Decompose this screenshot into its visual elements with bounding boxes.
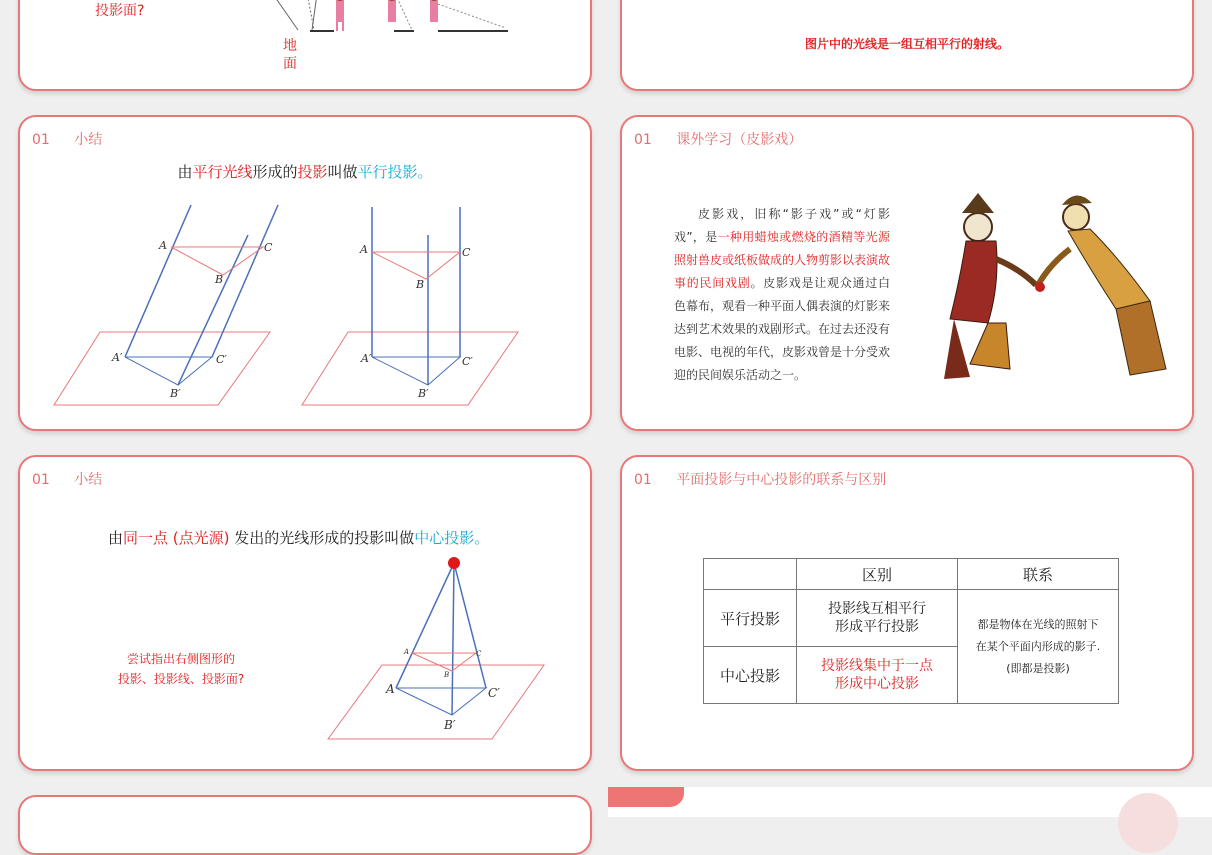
def-highlight: 投影 [297,163,328,181]
label-b: B [444,671,450,679]
label-c-prime: C′ [216,353,227,366]
section-number: 01 [634,472,652,488]
projection-plane-question: 投影面? [95,3,145,19]
label-c: C [264,241,273,254]
def-part: 叫做 [327,163,358,181]
slide-1[interactable] [18,0,592,91]
row-parallel: 平行投影 [704,590,797,647]
label-b-prime: B′ [170,387,181,400]
label-a-prime: A [386,682,395,696]
cell-relation: 都是物体在光线的照射下 在某个平面内形成的影子. (即都是投影) [958,590,1119,704]
label-b-prime: B′ [418,387,429,400]
cell-parallel-diff: 投影线互相平行 形成平行投影 [797,590,958,647]
row-central: 中心投影 [704,647,797,704]
def-term: 中心投影。 [414,529,490,547]
section-number: 01 [634,132,652,148]
def-part: 由 [177,163,193,181]
label-a-prime: A′ [361,352,372,365]
label-c-prime: C′ [488,686,500,700]
label-b: B [215,273,224,286]
label-c: C [476,650,482,658]
shadow-play-paragraph [674,203,890,387]
slide-7-partial[interactable] [18,795,592,855]
section-number: 01 [32,472,50,488]
shadow-puppets-image [940,189,1180,389]
slide-title: 小结 [74,132,103,148]
shadow-illustration [20,0,592,91]
def-highlight: 同一点 (点光源) [123,529,230,547]
question-text: 尝试指出右侧图形的 投影、投影线、投影面? [117,652,245,686]
label-a: A [159,239,167,252]
table-corner [704,559,797,590]
label-a-prime: A′ [112,351,123,364]
accent-circle [1118,793,1178,853]
def-part: 由 [108,529,124,547]
slide-8-partial[interactable] [608,787,1212,817]
slide-title: 小结 [74,472,103,488]
label-a: A [360,243,368,256]
ground-label: 地 面 [283,38,297,72]
label-c: C [462,246,471,259]
def-part: 形成的 [252,163,298,181]
header-difference: 区别 [797,559,958,590]
slide-2[interactable] [620,0,1194,91]
para-highlight: 一种用蜡烛或燃烧的酒精等光源照射兽皮或纸板做成的人物剪影以表演故事的民间戏剧 [674,230,891,290]
slide-header [634,129,802,149]
slide-3-summary-parallel[interactable] [18,115,592,431]
label-c-prime: C′ [462,355,473,368]
def-part: 发出的光线形成的投影叫做 [229,529,415,547]
para-part: 皮影戏，旧称“影子戏”或“灯影戏”，是 [674,207,890,244]
para-part: 。皮影戏是让观众通过白色幕布，观看一种平面人偶表演的灯影来达到艺术效果的戏剧形式。在过去还没有电影、电视的年代，皮影戏曾是十分受欢迎的民间娱乐活动之一。 [674,276,891,382]
slide-6-comparison[interactable] [620,455,1194,771]
parallel-rays-caption: 图片中的光线是一组互相平行的射线。 [804,37,1009,51]
label-b-prime: B′ [444,718,456,732]
cell-central-diff: 投影线集中于一点 形成中心投影 [797,647,958,704]
table-row [704,559,1119,590]
comparison-table [703,558,1119,704]
central-projection-diagram [20,457,592,771]
slide-title: 平面投影与中心投影的联系与区别 [676,472,887,488]
slide-header [634,469,886,489]
label-b: B [416,278,425,291]
parallel-projection-diagram [20,117,592,431]
section-number: 01 [32,132,50,148]
label-a: A [404,648,410,656]
def-term: 平行投影。 [357,163,433,181]
slide-4-shadow-play[interactable] [620,115,1194,431]
point-light-source [448,557,460,569]
slide-title: 课外学习（皮影戏） [676,132,803,148]
table-row [704,590,1119,647]
def-highlight: 平行光线 [192,163,253,181]
accent-tab [608,787,684,807]
header-relation: 联系 [958,559,1119,590]
slide-5-summary-central[interactable] [18,455,592,771]
